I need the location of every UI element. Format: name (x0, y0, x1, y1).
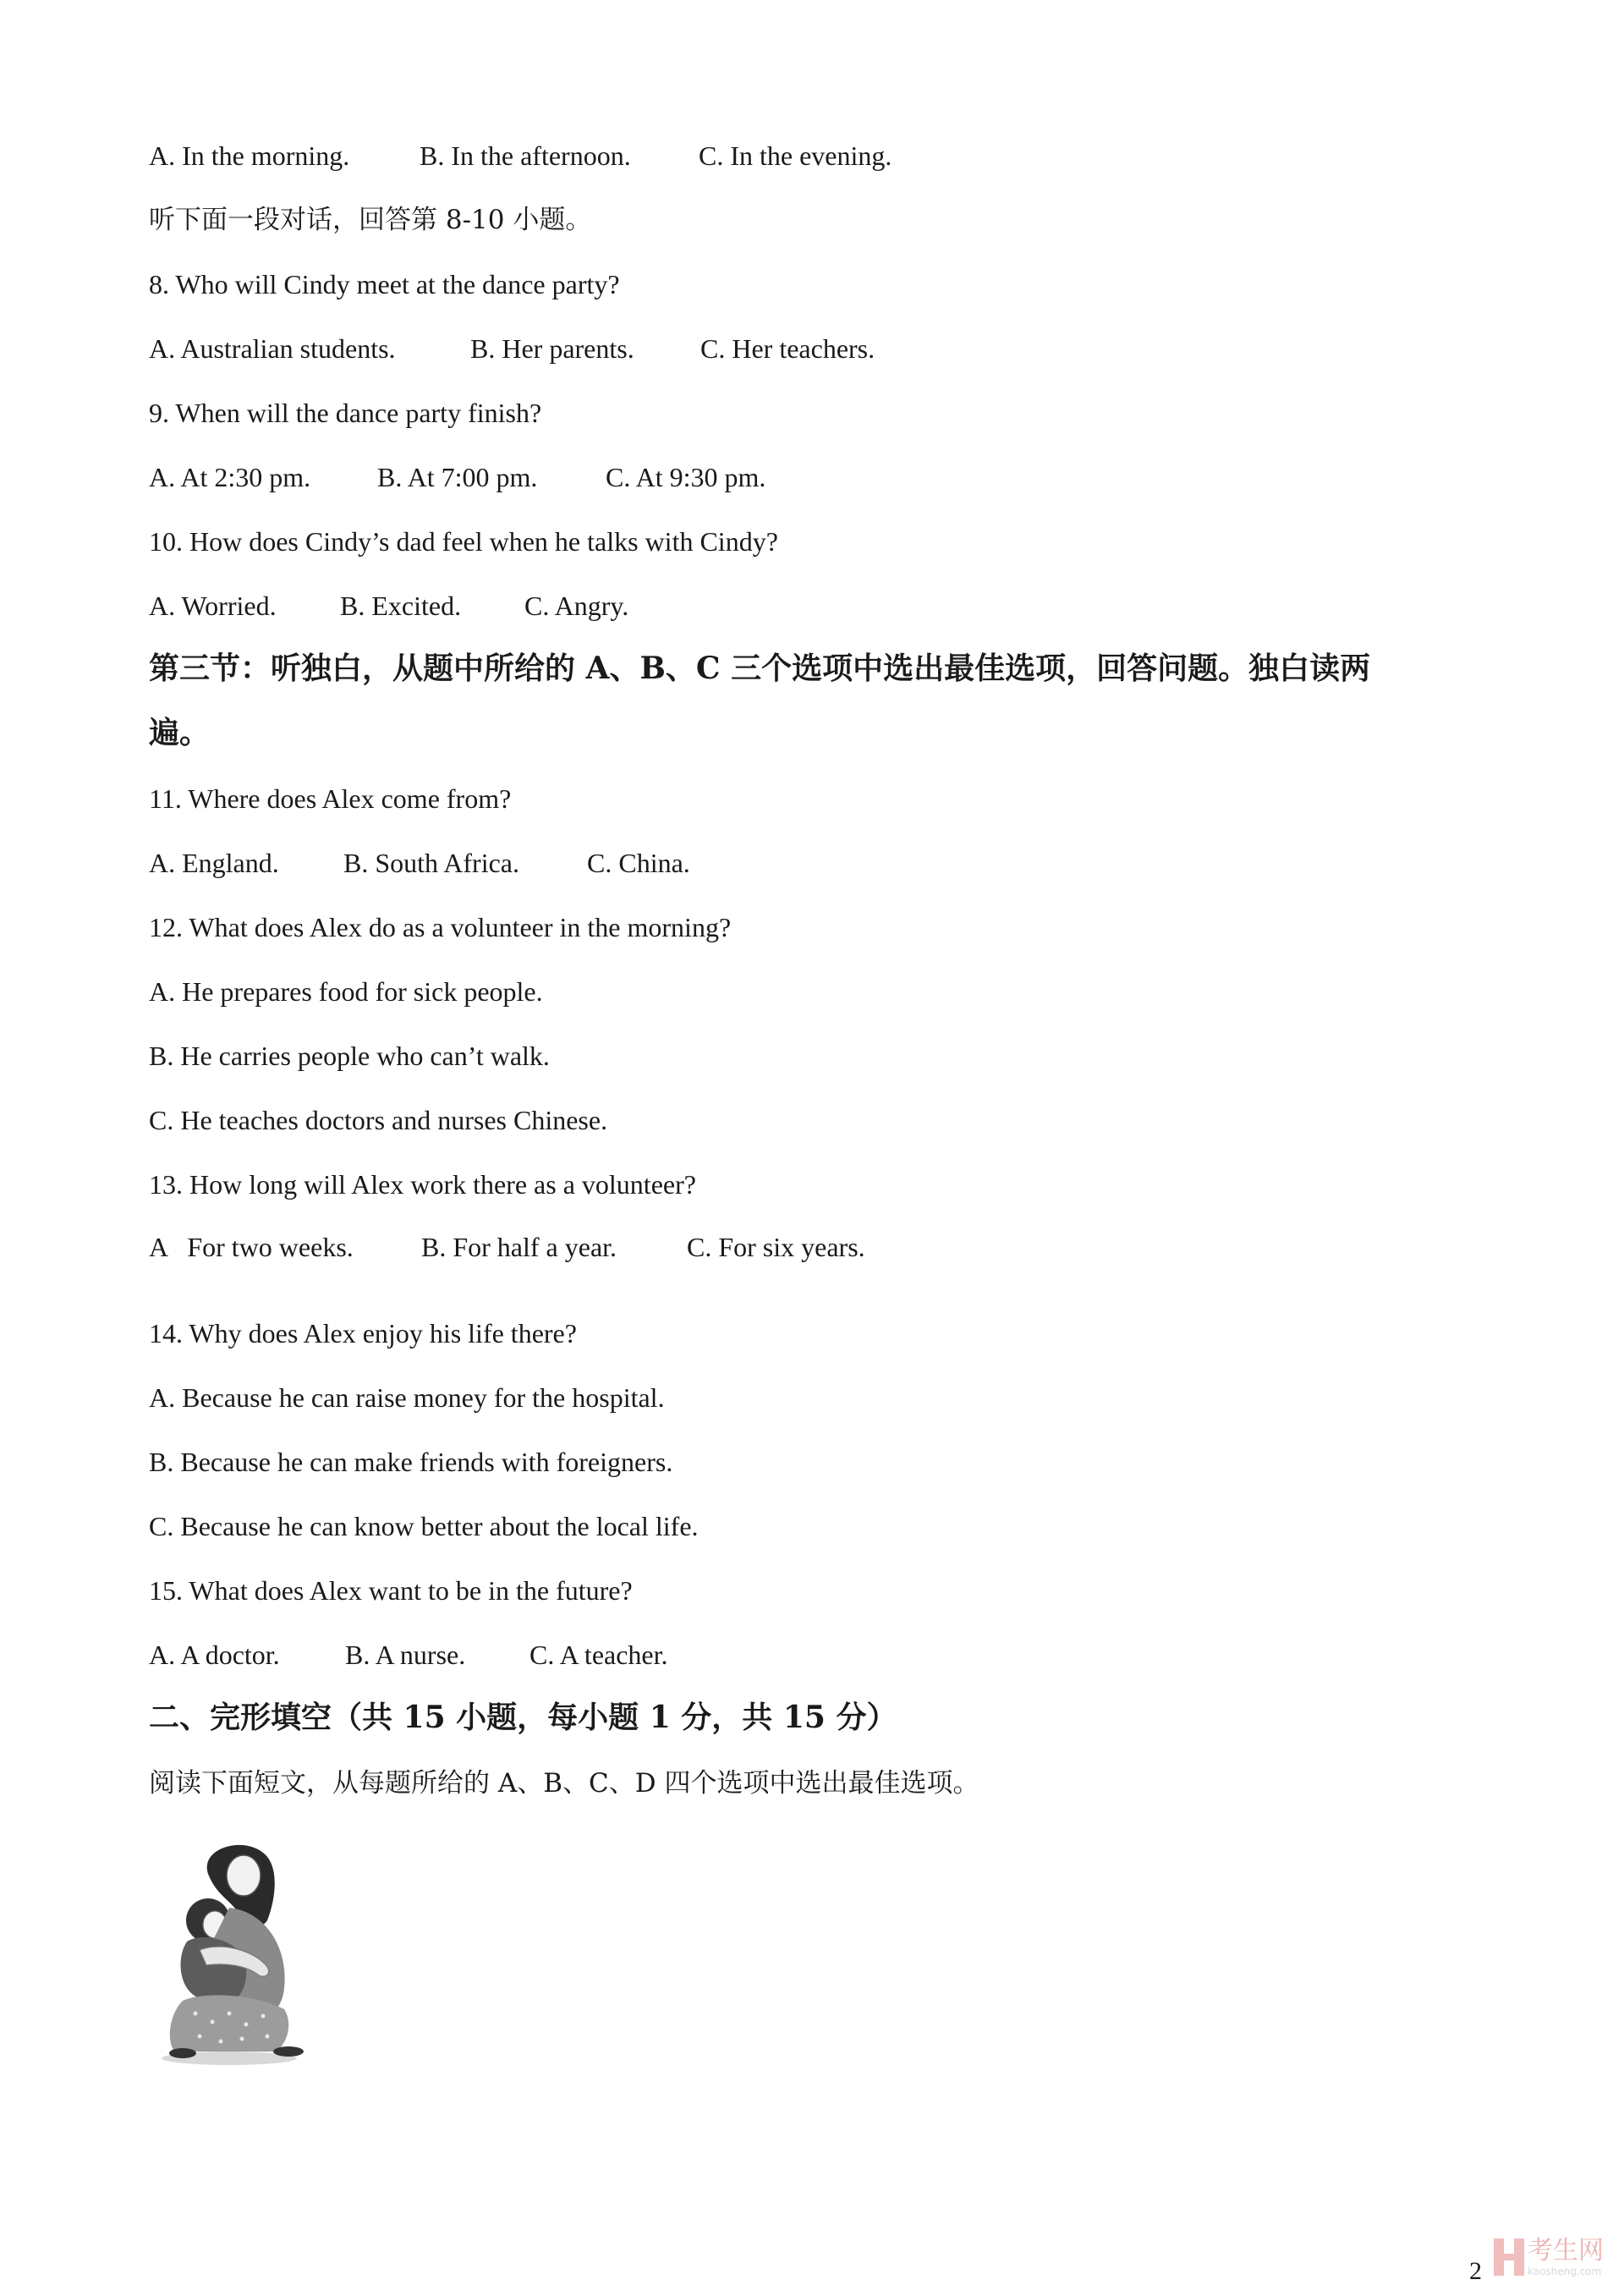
q13-options (149, 1230, 1475, 1264)
q10-option-b: B. Excited. (340, 590, 462, 621)
q12-option-a: A. He prepares food for sick people. (149, 976, 543, 1007)
q14-option-b: B. Because he can make friends with foreigners. (149, 1447, 673, 1477)
q11-option-b: B. South Africa. (343, 848, 519, 878)
q15-option-a: A. A doctor. (149, 1640, 280, 1670)
q15-stem: 15. What does Alex want to be in the future? (149, 1575, 633, 1606)
q13-option-c: C. For six years. (687, 1232, 865, 1262)
watermark-text: 考生网 (1528, 2236, 1604, 2266)
instruction-8-10: 听下面一段对话，回答第 8-10 小题。 (149, 205, 592, 235)
q15-option-c: C. A teacher. (529, 1640, 668, 1670)
q14-option-a: A. Because he can raise money for the hospital. (149, 1382, 665, 1413)
section-3-heading-line2: 遍。 (149, 715, 211, 750)
q12-option-c: C. He teaches doctors and nurses Chinese. (149, 1105, 608, 1135)
q15-options (149, 1638, 1475, 1672)
watermark-logo-icon (1490, 2233, 1528, 2281)
q12-option-b: B. He carries people who can’t walk. (149, 1041, 550, 1071)
q10-options (149, 589, 1475, 623)
q12-stem: 12. What does Alex do as a volunteer in the morning? (149, 912, 732, 942)
q8-option-c: C. Her teachers. (700, 333, 875, 364)
q10-stem: 10. How does Cindy’s dad feel when he talks with Cindy? (149, 526, 778, 557)
q7-option-c: C. In the evening. (699, 140, 892, 171)
q7-option-a: A. In the morning. (149, 140, 350, 171)
mother-child-hug-illustration (149, 1840, 310, 2068)
q8-option-a: A. Australian students. (149, 333, 396, 364)
q7-option-b: B. In the afternoon. (420, 140, 631, 171)
q11-options (149, 846, 1475, 880)
q9-option-b: B. At 7:00 pm. (377, 462, 538, 492)
q11-stem: 11. Where does Alex come from? (149, 783, 512, 814)
page-number: 2 (1469, 2257, 1482, 2285)
q9-option-c: C. At 9:30 pm. (606, 462, 766, 492)
q14-stem: 14. Why does Alex enjoy his life there? (149, 1318, 577, 1348)
q8-options (149, 332, 1475, 365)
section-3-heading-line1: 第三节：听独白，从题中所给的 A、B、C 三个选项中选出最佳选项，回答问题。独白读两 (149, 651, 1371, 686)
q9-stem: 9. When will the dance party finish? (149, 398, 542, 428)
q10-option-a: A. Worried. (149, 590, 277, 621)
q8-stem: 8. Who will Cindy meet at the dance party? (149, 269, 620, 299)
part-2-title: 二、完形填空（共 15 小题，每小题 1 分，共 15 分） (149, 1700, 897, 1735)
watermark-logo (1490, 2233, 1604, 2281)
q9-option-a: A. At 2:30 pm. (149, 462, 311, 492)
watermark-subtext: kaosheng.com (1528, 2266, 1602, 2277)
q10-option-c: C. Angry. (524, 590, 629, 621)
q13-option-a: A For two weeks. (149, 1232, 354, 1262)
q11-option-a: A. England. (149, 848, 279, 878)
q14-option-c: C. Because he can know better about the local life. (149, 1511, 699, 1541)
q15-option-b: B. A nurse. (345, 1640, 466, 1670)
q13-option-b: B. For half a year. (421, 1232, 617, 1262)
q11-option-c: C. China. (587, 848, 690, 878)
q13-stem: 13. How long will Alex work there as a volunteer? (149, 1169, 696, 1200)
part-2-instruction: 阅读下面短文，从每题所给的 A、B、C、D 四个选项中选出最佳选项。 (149, 1768, 979, 1799)
q7-options (149, 139, 1475, 173)
q8-option-b: B. Her parents. (470, 333, 634, 364)
q9-options (149, 460, 1475, 494)
